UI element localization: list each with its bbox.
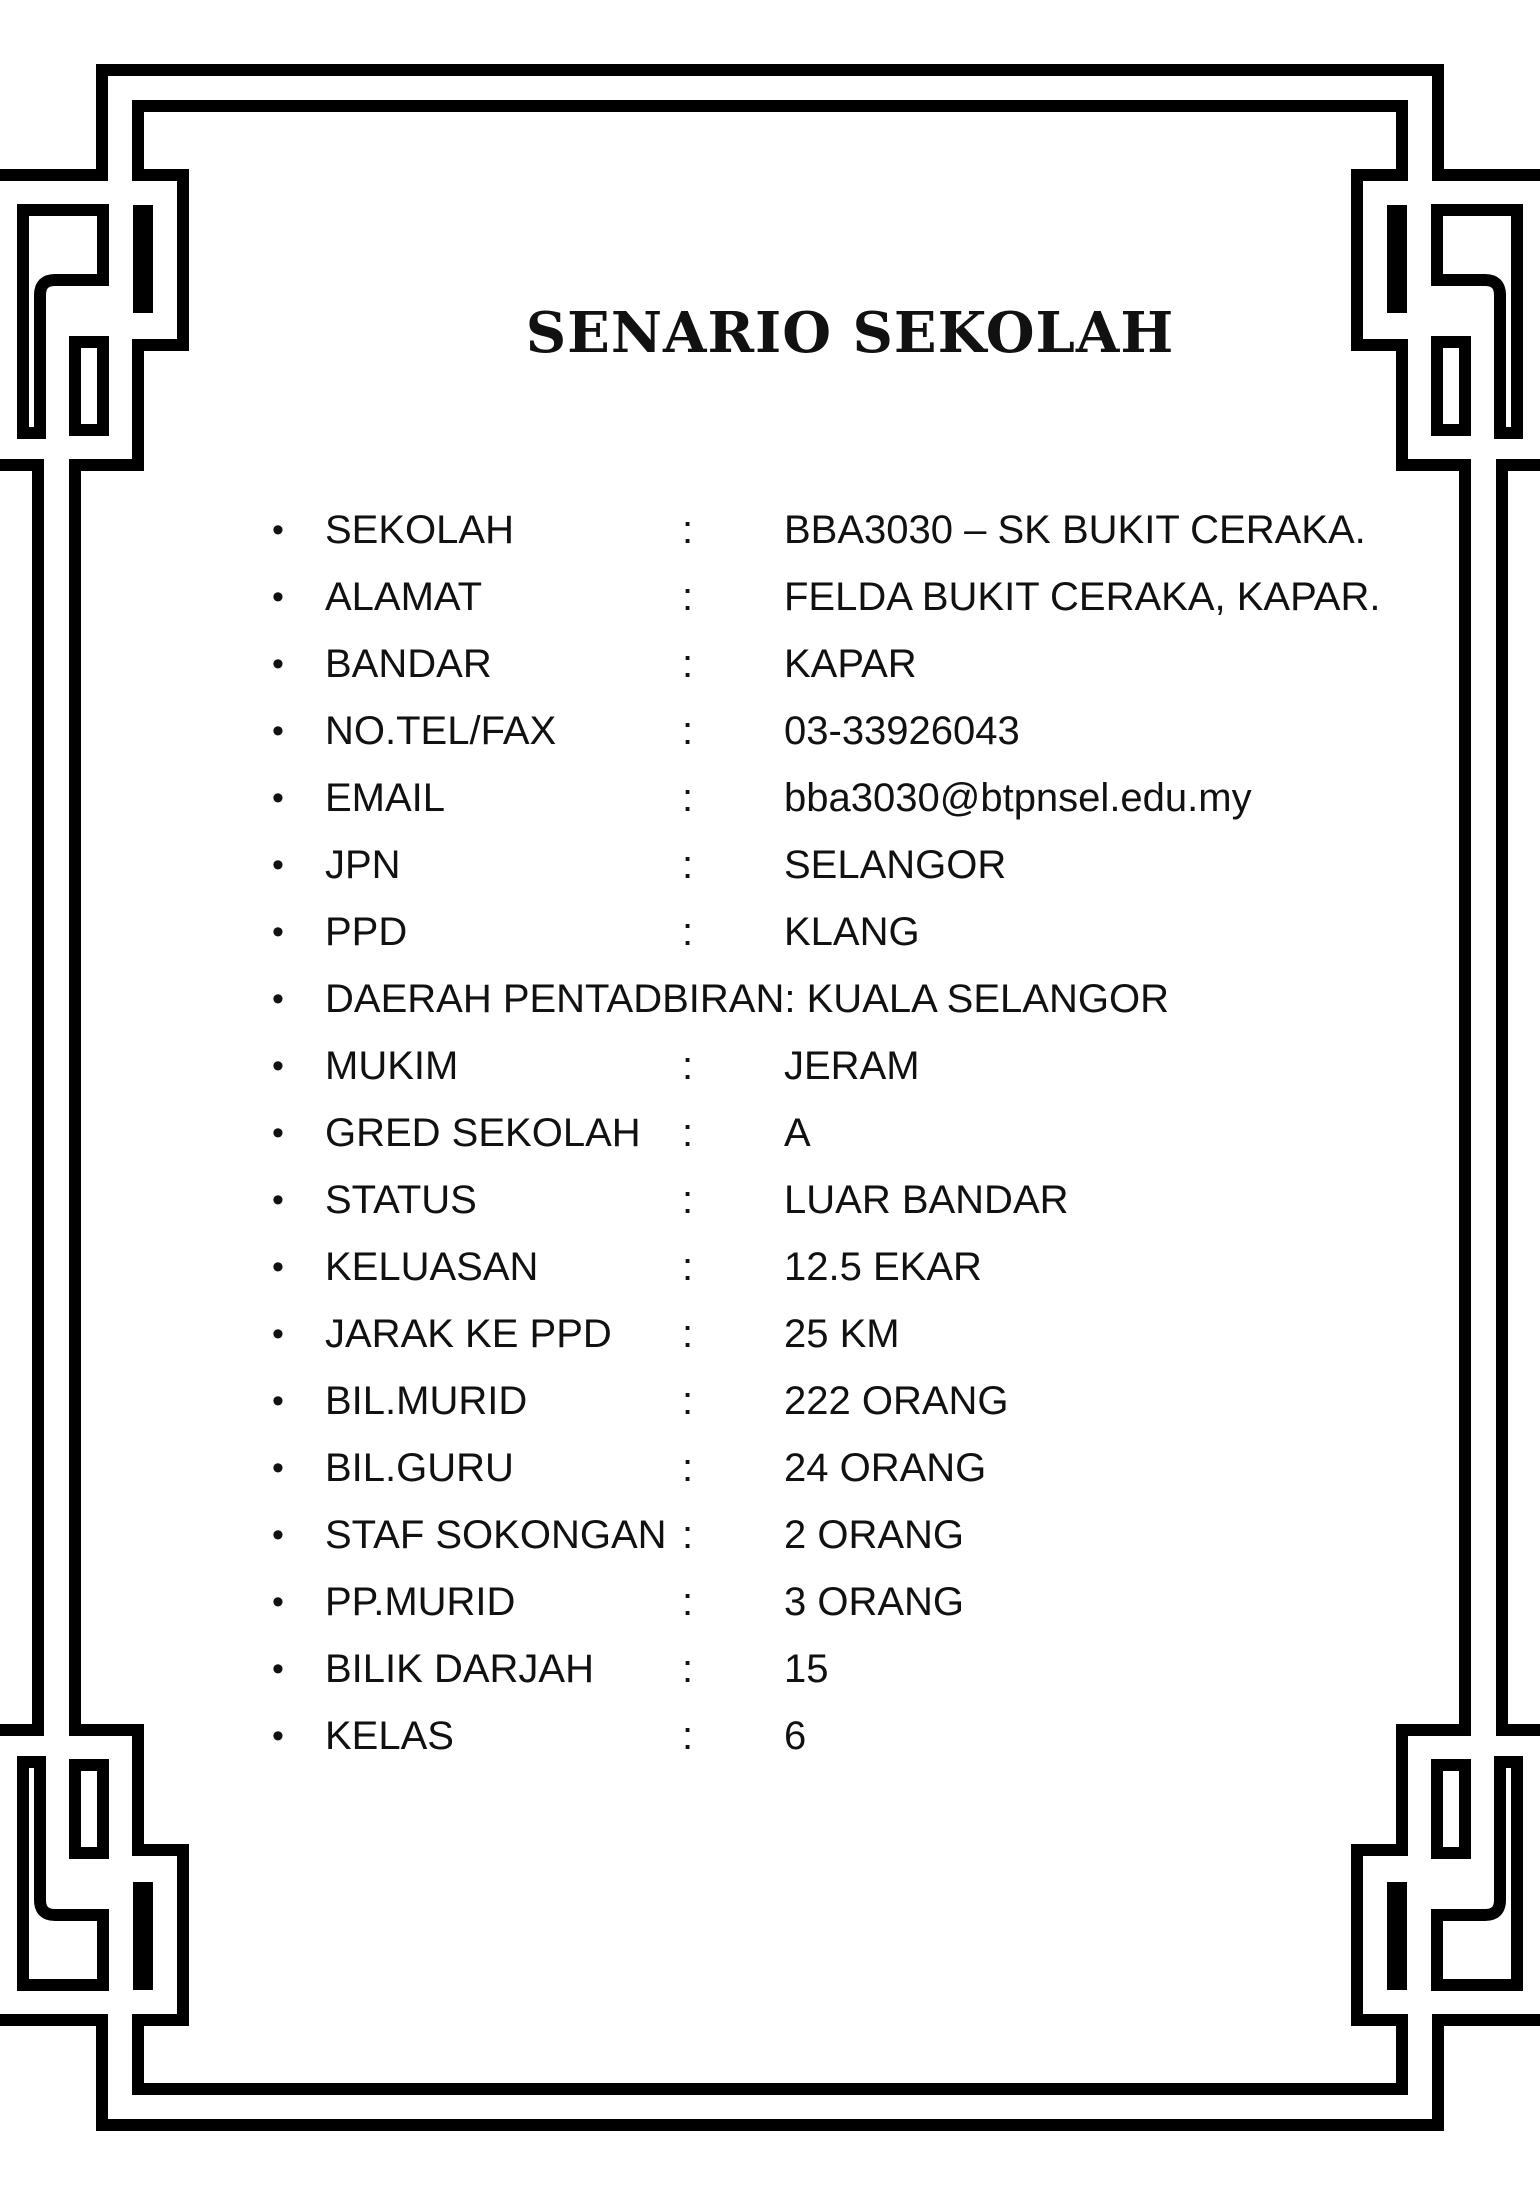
inline-entry	[325, 969, 1169, 1029]
colon-separator: :	[682, 1580, 694, 1624]
info-row	[0, 1170, 1540, 1230]
info-row	[0, 1505, 1540, 1565]
info-label: EMAIL	[325, 776, 446, 820]
info-label: BILIK DARJAH	[325, 1647, 594, 1691]
info-label: STAF SOKONGAN	[325, 1513, 667, 1557]
info-value: 3 ORANG	[784, 1580, 965, 1624]
bullet-icon: •	[272, 980, 284, 1018]
bullet-icon: •	[272, 578, 284, 616]
info-label: BIL.GURU	[325, 1446, 514, 1490]
info-label: ALAMAT	[325, 575, 483, 619]
border-corner-top-right	[1357, 70, 1540, 465]
bullet-icon: •	[272, 1248, 284, 1286]
colon-separator: :	[682, 709, 694, 753]
info-row	[0, 500, 1540, 560]
bullet-icon: •	[272, 1181, 284, 1219]
info-value: 15	[784, 1647, 829, 1691]
info-row	[0, 969, 1540, 1029]
info-value: 12.5 EKAR	[784, 1245, 982, 1289]
info-label: DAERAH PENTADBIRAN	[325, 977, 785, 1021]
info-row	[0, 1036, 1540, 1096]
bullet-icon: •	[272, 1516, 284, 1554]
info-value: A	[784, 1111, 811, 1155]
info-row	[0, 1639, 1540, 1699]
info-label: MUKIM	[325, 1044, 459, 1088]
colon-separator: :	[682, 1714, 694, 1758]
info-row	[0, 701, 1540, 761]
colon-separator: :	[682, 1647, 694, 1691]
info-label: KELUASAN	[325, 1245, 539, 1289]
info-value: KAPAR	[784, 642, 917, 686]
bullet-icon: •	[272, 712, 284, 750]
info-label: BIL.MURID	[325, 1379, 528, 1423]
colon-separator: :	[682, 1446, 694, 1490]
info-label: NO.TEL/FAX	[325, 709, 557, 753]
info-value: BBA3030 – SK BUKIT CERAKA.	[784, 508, 1366, 552]
bullet-icon: •	[272, 1315, 284, 1353]
info-label: GRED SEKOLAH	[325, 1111, 641, 1155]
info-value: JERAM	[784, 1044, 920, 1088]
bullet-icon: •	[272, 846, 284, 884]
colon-separator: :	[682, 1379, 694, 1423]
info-row	[0, 1706, 1540, 1766]
info-row	[0, 768, 1540, 828]
bullet-icon: •	[272, 1717, 284, 1755]
border-corner-bottom-right	[1357, 1730, 1540, 2125]
info-label: BANDAR	[325, 642, 492, 686]
colon-separator: :	[682, 1111, 694, 1155]
info-row	[0, 1304, 1540, 1364]
colon-separator: :	[682, 1245, 694, 1289]
info-label: JPN	[325, 843, 401, 887]
colon-separator: :	[682, 843, 694, 887]
bullet-icon: •	[272, 1583, 284, 1621]
border-corner-top-left	[0, 70, 183, 465]
colon-separator: :	[682, 508, 694, 552]
colon-separator: :	[682, 642, 694, 686]
info-value: SELANGOR	[784, 843, 1007, 887]
info-row	[0, 835, 1540, 895]
info-row	[0, 567, 1540, 627]
info-value: FELDA BUKIT CERAKA, KAPAR.	[784, 575, 1381, 619]
bullet-icon: •	[272, 511, 284, 549]
border-corner-bottom-left	[0, 1730, 183, 2125]
info-row	[0, 634, 1540, 694]
colon-separator: :	[784, 977, 796, 1021]
colon-separator: :	[682, 1513, 694, 1557]
info-value: 222 ORANG	[784, 1379, 1009, 1423]
info-row	[0, 1103, 1540, 1163]
info-label: PPD	[325, 910, 408, 954]
bullet-icon: •	[272, 645, 284, 683]
info-row	[0, 1237, 1540, 1297]
info-row	[0, 1371, 1540, 1431]
bullet-icon: •	[272, 1047, 284, 1085]
bullet-icon: •	[272, 779, 284, 817]
info-row	[0, 1572, 1540, 1632]
info-label: SEKOLAH	[325, 508, 514, 552]
bullet-icon: •	[272, 913, 284, 951]
info-label: STATUS	[325, 1178, 477, 1222]
info-label: PP.MURID	[325, 1580, 516, 1624]
colon-separator: :	[682, 776, 694, 820]
bullet-icon: •	[272, 1650, 284, 1688]
info-value: 24 ORANG	[784, 1446, 987, 1490]
info-value: LUAR BANDAR	[784, 1178, 1069, 1222]
info-value: 6	[784, 1714, 807, 1758]
info-value: 25 KM	[784, 1312, 900, 1356]
colon-separator: :	[682, 910, 694, 954]
info-row	[0, 902, 1540, 962]
colon-separator: :	[682, 1044, 694, 1088]
info-row	[0, 1438, 1540, 1498]
bullet-icon: •	[272, 1382, 284, 1420]
bullet-icon: •	[272, 1449, 284, 1487]
info-label: JARAK KE PPD	[325, 1312, 612, 1356]
bullet-icon: •	[272, 1114, 284, 1152]
colon-separator: :	[682, 1178, 694, 1222]
info-value: KLANG	[784, 910, 920, 954]
colon-separator: :	[682, 1312, 694, 1356]
info-value: KUALA SELANGOR	[806, 977, 1169, 1021]
page-title: SENARIO SEKOLAH	[525, 300, 1175, 366]
info-value: bba3030@btpnsel.edu.my	[784, 776, 1252, 820]
info-value: 03-33926043	[784, 709, 1020, 753]
info-label: KELAS	[325, 1714, 454, 1758]
info-value: 2 ORANG	[784, 1513, 965, 1557]
border-lines	[38, 70, 1502, 2125]
colon-separator: :	[682, 575, 694, 619]
